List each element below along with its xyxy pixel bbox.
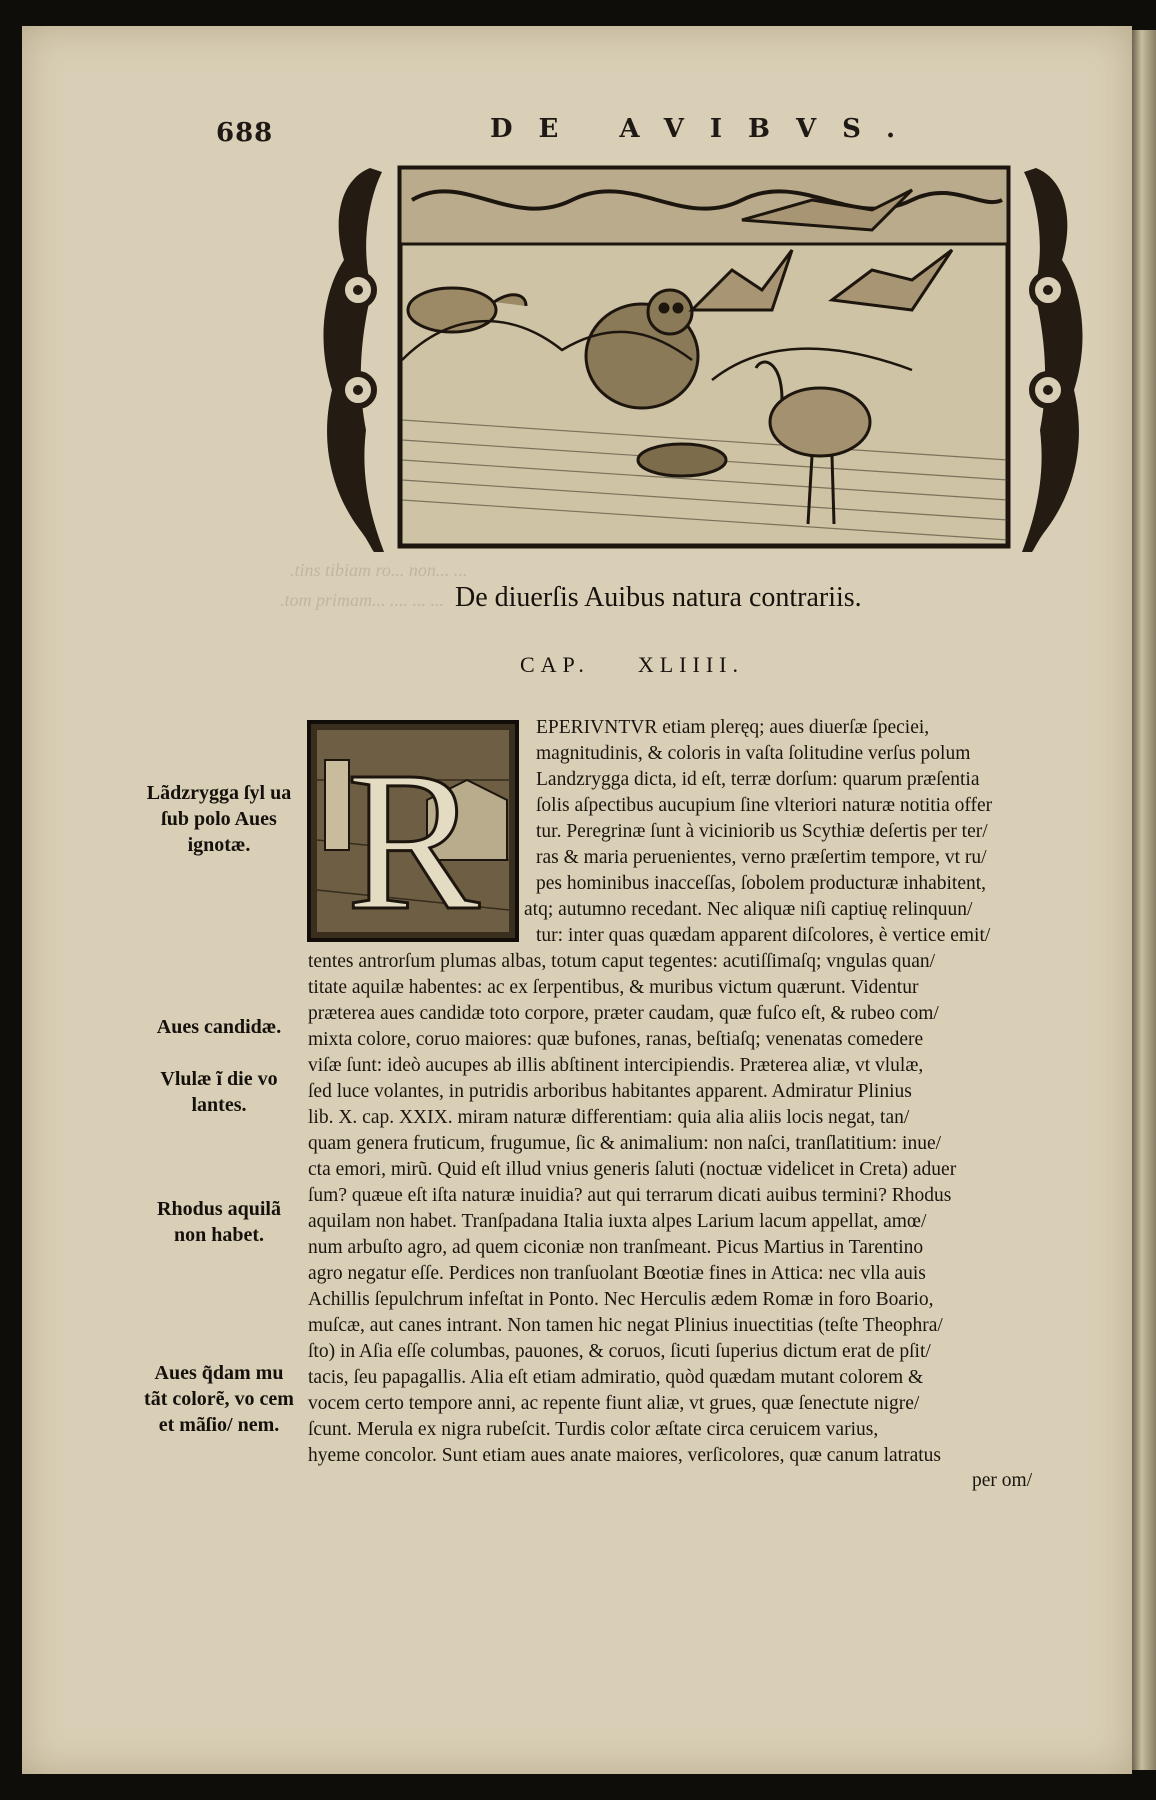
page-number: 688 [216, 118, 274, 148]
marginal-note: Rhodus aquilã non habet. [157, 1198, 281, 1246]
text-line: ſum? quæue eſt iſta naturæ inuidia? aut qui terrarum dicati auibus termini? Rhodus [308, 1185, 952, 1206]
text-line: tacis, ſeu papagallis. Alia eſt etiam admiratio, quòd quædam mutant colorem & [308, 1367, 924, 1388]
text-line: Landzrygga dicta, id eſt, terræ dorſum: quarum præſentia [536, 769, 980, 790]
text-line: mixta colore, coruo maiores: quæ bufones, ranas, beſtiaſq; venenatas comedere [308, 1029, 924, 1050]
text-line: ras & maria peruenientes, verno præſertim tempore, vt ru/ [536, 847, 987, 868]
text-line: ſcunt. Merula ex nigra rubeſcit. Turdis color æſtate circa ceruicem varius, [308, 1419, 879, 1440]
text-line: num arbuſto agro, ad quem ciconiæ non tranſmeant. Picus Martius in Tarentino [308, 1237, 924, 1258]
marginal-note: Vlulæ ĩ die vo lantes. [160, 1068, 278, 1116]
text-line: magnitudinis, & coloris in vaſta ſolitudine verſus polum [536, 743, 971, 764]
running-title: DE AVIBVS. [490, 114, 922, 144]
text-line: lib. X. cap. XXIX. miram naturæ differentiam: quia alia aliis locis negat, tan/ [308, 1107, 910, 1128]
initial-letter: R [346, 731, 480, 942]
text-line: vocem certo tempore anni, ac repente fiunt aliæ, vt grues, quæ ſenectute nigre/ [308, 1393, 920, 1414]
text-line: tentes antrorſum plumas albas, totum caput tegentes: acutiſſimaſq; vngulas quan/ [308, 951, 936, 972]
text-line: aquilam non habet. Tranſpadana Italia iuxta alpes Larium lacum appellat, amœ/ [308, 1211, 927, 1232]
text-line: quam genera fruticum, frugumue, ſic & animalium: non naſci, tranſlatitium: inue/ [308, 1133, 942, 1154]
text-line: viſæ ſunt: ideò aucupes ab illis abſtinent intercipiendis. Præterea aliæ, vt vlulæ, [308, 1055, 924, 1076]
text-line: atq; autumno recedant. Nec aliquæ niſi captiuę relinquun/ [524, 899, 973, 920]
text-line: hyeme concolor. Sunt etiam aues anate maiores, verſicolores, quæ canum latratus [308, 1445, 942, 1466]
text-line: agro negatur eſſe. Perdices non tranſuolant Bœotiæ fines in Attica: nec vlla auis [308, 1263, 926, 1284]
text-line: ſed luce volantes, in putridis arboribus habitantes apparent. Admiratur Plinius [308, 1081, 912, 1102]
marginal-note: Aues candidæ. [156, 1016, 282, 1038]
text-line: tur: inter quas quædam apparent diſcolores, è vertice emit/ [536, 925, 991, 946]
marginal-note: Aues q̃dam mu tãt colorẽ, vo cem et mãſio/ nem. [144, 1362, 294, 1436]
catchword: per om/ [972, 1470, 1033, 1491]
text-line: muſcæ, aut canes intrant. Non tamen hic negat Plinius inuectitias (teſte Theophra/ [308, 1315, 943, 1336]
text-line: ſolis aſpectibus aucupium ſine vlteriori naturæ notitia offer [536, 795, 993, 816]
text-line: præterea aues candidæ toto corpore, præter caudam, quæ fuſco eſt, & rubeo com/ [308, 1003, 939, 1024]
chapter-number: XLIIII. [637, 652, 744, 677]
show-through-text: .tins tibiam ro... non... ... [290, 560, 468, 580]
chapter-title: De diuerſis Auibus natura contrariis. [455, 582, 862, 613]
text-line: ſto) in Aſia eſſe columbas, pauones, & coruos, ſicuti ſuperius dictum erat de pſit/ [308, 1341, 931, 1362]
text-line: tur. Peregrinæ ſunt à viciniorib us Scythiæ deſertis per ter/ [536, 821, 988, 842]
text-line: EPERIVNTVR etiam pleręq; aues diuerſæ ſpeciei, [536, 717, 930, 738]
marginal-note: Lãdzrygga ſyl ua ſub polo Aues ignotæ. [146, 782, 292, 856]
show-through-text: .tom primam... .... ... ... [280, 590, 445, 610]
chapter-label: CAP. [520, 652, 590, 677]
text-line: pes hominibus inacceſſas, ſobolem producturæ inhabitent, [536, 873, 987, 894]
text-line: cta emori, mirũ. Quid eſt illud vnius generis ſaluti (noctuæ videlicet in Creta) aduer [308, 1159, 957, 1180]
text-line: titate aquilæ habentes: ac ex ſerpentibus, & muribus victum quærunt. Videntur [308, 977, 919, 998]
text-line: Achillis ſepulchrum infeſtat in Ponto. Nec Herculis ædem Romæ in foro Boario, [308, 1289, 934, 1310]
